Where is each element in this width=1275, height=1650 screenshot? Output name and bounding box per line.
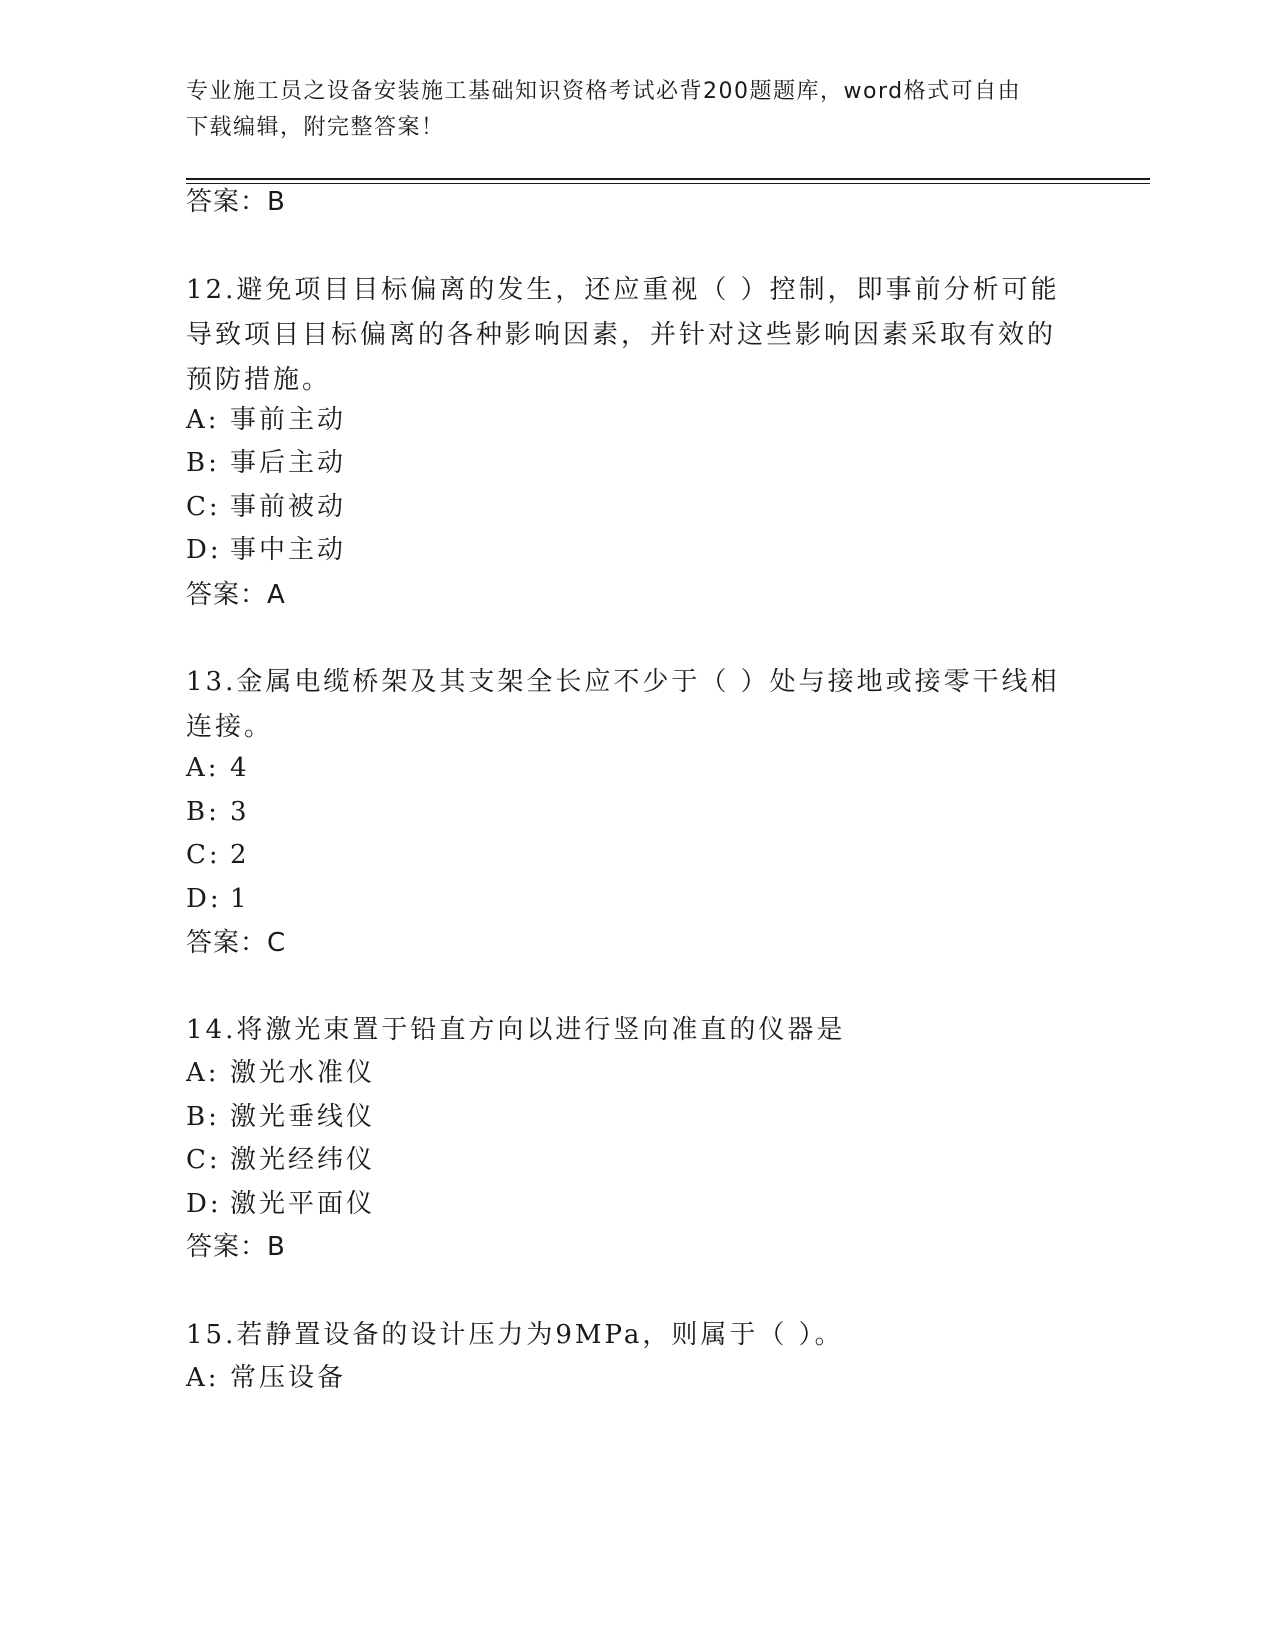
option-text: 激光垂线仪	[230, 1102, 376, 1132]
question-12-text: 12.避免项目目标偏离的发生，还应重视（ ）控制，即事前分析可能导致项目目标偏离的各种影响因素，并针对这些影响因素采取有效的预防措施。	[186, 275, 1060, 395]
question-15-option-a	[186, 1360, 346, 1396]
question-13-option-a	[186, 750, 250, 786]
option-text: 1	[230, 884, 250, 914]
option-label: D:	[186, 535, 222, 565]
option-label: C:	[186, 840, 221, 870]
question-14-text: 14.将激光束置于铅直方向以进行竖向准直的仪器是	[186, 1015, 846, 1045]
question-14-option-a	[186, 1055, 375, 1091]
question-13-option-b	[186, 794, 250, 830]
question-12-answer: 答案：A	[186, 580, 286, 610]
question-13-option-d	[186, 881, 250, 917]
option-label: D:	[186, 884, 222, 914]
option-text: 事前被动	[230, 492, 347, 522]
option-label: B:	[186, 448, 220, 478]
question-13-option-c	[186, 837, 250, 873]
question-14-answer: 答案：B	[186, 1232, 286, 1262]
option-text: 激光水准仪	[230, 1058, 376, 1088]
option-text: 常压设备	[230, 1363, 347, 1393]
question-14-option-c	[186, 1142, 375, 1178]
question-13-text: 13.金属电缆桥架及其支架全长应不少于（ ）处与接地或接零干线相连接。	[186, 667, 1060, 742]
header-divider-thick	[186, 178, 1150, 180]
option-label: A:	[186, 1058, 220, 1088]
option-label: C:	[186, 492, 221, 522]
previous-answer: 答案：B	[186, 187, 286, 217]
option-label: A:	[186, 753, 220, 783]
header-line-2: 下载编辑，附完整答案！	[186, 115, 445, 140]
question-14-option-b	[186, 1099, 375, 1135]
question-12-option-b	[186, 445, 346, 481]
document-header	[186, 74, 1066, 146]
option-text: 激光经纬仪	[230, 1145, 376, 1175]
option-label: A:	[186, 405, 220, 435]
option-text: 3	[230, 797, 250, 827]
option-text: 2	[230, 840, 250, 870]
option-text: 事前主动	[230, 405, 347, 435]
question-12-option-a	[186, 402, 346, 438]
option-text: 事后主动	[230, 448, 347, 478]
question-12-option-d	[186, 532, 346, 568]
option-text: 事中主动	[230, 535, 347, 565]
option-label: D:	[186, 1189, 222, 1219]
header-line-1: 专业施工员之设备安装施工基础知识资格考试必背200题题库，word格式可自由	[186, 79, 1022, 104]
header-divider-thin	[186, 183, 1150, 184]
question-13-answer: 答案：C	[186, 928, 287, 958]
question-15-text: 15.若静置设备的设计压力为9MPa，则属于（ ）。	[186, 1320, 844, 1350]
option-text: 激光平面仪	[230, 1189, 376, 1219]
option-label: B:	[186, 797, 220, 827]
question-12-option-c	[186, 489, 346, 525]
question-14-option-d	[186, 1186, 375, 1222]
option-text: 4	[230, 753, 250, 783]
option-label: B:	[186, 1102, 220, 1132]
option-label: C:	[186, 1145, 221, 1175]
option-label: A:	[186, 1363, 220, 1393]
